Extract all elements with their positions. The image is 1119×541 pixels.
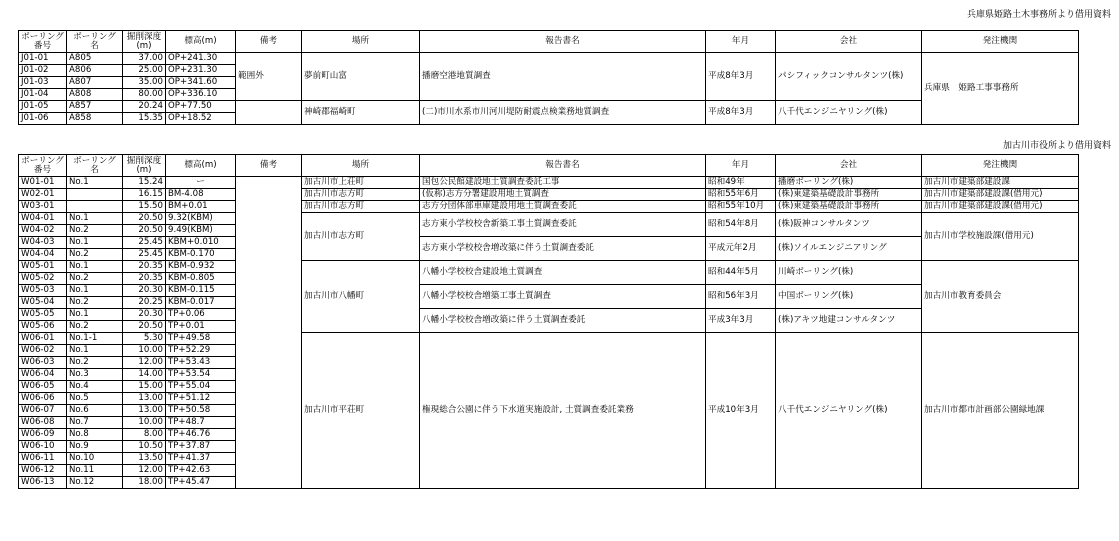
boring-no: W06-02 xyxy=(19,345,67,357)
col-boring-name: ボーリング名 xyxy=(67,31,123,53)
company: (株)アキツ地建コンサルタンツ xyxy=(776,309,922,333)
boring-no: W05-06 xyxy=(19,321,67,333)
depth: 20.35 xyxy=(123,273,166,285)
boring-name: No.9 xyxy=(67,441,123,453)
depth: 15.00 xyxy=(123,381,166,393)
report-title: 八幡小学校校舎増築工事土質調査 xyxy=(420,285,706,309)
boring-name: No.6 xyxy=(67,405,123,417)
boring-name: A857 xyxy=(67,101,123,113)
elevation: ー xyxy=(166,177,236,189)
boring-no: W06-06 xyxy=(19,393,67,405)
table-row xyxy=(19,53,1079,65)
location: 夢前町山富 xyxy=(302,53,420,101)
boring-no: W03-01 xyxy=(19,201,67,213)
source-note-top: 兵庫県姫路土木事務所より借用資料 xyxy=(966,10,1111,20)
agency: 兵庫県 姫路工事事務所 xyxy=(922,53,1079,125)
agency: 加古川市都市計画部公園緑地課 xyxy=(922,333,1079,489)
elevation: TP+50.58 xyxy=(166,405,236,417)
depth: 80.00 xyxy=(123,89,166,101)
elevation: OP+241.30 xyxy=(166,53,236,65)
report-title: 志方分団体部車庫建設用地土質調査委託 xyxy=(420,201,706,213)
report-title: 志方東小学校校舎増改築に伴う土質調査委託 xyxy=(420,237,706,261)
remarks xyxy=(236,177,302,489)
depth: 25.45 xyxy=(123,249,166,261)
col-boring-no: ボーリング番号 xyxy=(19,155,67,177)
col-location: 場所 xyxy=(302,31,420,53)
boring-name: No.1 xyxy=(67,237,123,249)
depth: 25.45 xyxy=(123,237,166,249)
boring-no: W05-05 xyxy=(19,309,67,321)
depth: 12.00 xyxy=(123,465,166,477)
col-depth: 掘削深度(m) xyxy=(123,31,166,53)
boring-no: J01-01 xyxy=(19,53,67,65)
col-boring-name: ボーリング名 xyxy=(67,155,123,177)
col-date: 年月 xyxy=(706,155,776,177)
boring-name: No.1 xyxy=(67,213,123,225)
company: 中国ボーリング(株) xyxy=(776,285,922,309)
company: (株)阪神コンサルタンツ xyxy=(776,213,922,237)
boring-no: W06-09 xyxy=(19,429,67,441)
depth: 12.00 xyxy=(123,357,166,369)
depth: 35.00 xyxy=(123,77,166,89)
agency: 加古川市教育委員会 xyxy=(922,261,1079,333)
boring-no: W06-10 xyxy=(19,441,67,453)
location: 加古川市志方町 xyxy=(302,201,420,213)
depth: 13.50 xyxy=(123,453,166,465)
col-location: 場所 xyxy=(302,155,420,177)
agency: 加古川市建築部建設課(借用元) xyxy=(922,189,1079,201)
boring-name: No.12 xyxy=(67,477,123,489)
report-title: 志方東小学校校舎新築工事土質調査委託 xyxy=(420,213,706,237)
boring-no: W04-01 xyxy=(19,213,67,225)
location: 加古川市志方町 xyxy=(302,213,420,261)
depth: 20.30 xyxy=(123,285,166,297)
company: (株)ソイルエンジニアリング xyxy=(776,237,922,261)
boring-no: W05-01 xyxy=(19,261,67,273)
depth: 10.00 xyxy=(123,345,166,357)
report-date: 昭和55年10月 xyxy=(706,201,776,213)
table-row xyxy=(19,189,1079,201)
report-date: 昭和49年 xyxy=(706,177,776,189)
boring-no: W01-01 xyxy=(19,177,67,189)
location: 加古川市平荘町 xyxy=(302,333,420,489)
elevation: TP+45.47 xyxy=(166,477,236,489)
elevation: OP+336.10 xyxy=(166,89,236,101)
depth: 15.35 xyxy=(123,113,166,125)
agency: 加古川市学校施設課(借用元) xyxy=(922,213,1079,261)
elevation: KBM+0.010 xyxy=(166,237,236,249)
boring-no: W06-13 xyxy=(19,477,67,489)
report-title: 権現総合公園に伴う下水道実施設計, 土質調査委託業務 xyxy=(420,333,706,489)
elevation: OP+231.30 xyxy=(166,65,236,77)
boring-table-kakogawa xyxy=(18,154,1079,489)
agency: 加古川市建築部建設課 xyxy=(922,177,1079,189)
remarks: 範囲外 xyxy=(236,53,302,101)
report-date: 平成8年3月 xyxy=(706,101,776,125)
boring-no: W06-03 xyxy=(19,357,67,369)
col-report: 報告書名 xyxy=(420,155,706,177)
col-agency: 発注機関 xyxy=(922,155,1079,177)
boring-table-himeji xyxy=(18,30,1079,125)
table-row xyxy=(19,309,1079,321)
boring-name: No.2 xyxy=(67,357,123,369)
elevation: BM+0.01 xyxy=(166,201,236,213)
boring-no: W06-11 xyxy=(19,453,67,465)
company: (株)東建築基礎設計事務所 xyxy=(776,189,922,201)
depth: 8.00 xyxy=(123,429,166,441)
boring-name: No.2 xyxy=(67,225,123,237)
col-company: 会社 xyxy=(776,155,922,177)
depth: 20.50 xyxy=(123,225,166,237)
boring-name: A808 xyxy=(67,89,123,101)
boring-no: W06-04 xyxy=(19,369,67,381)
boring-no: W04-03 xyxy=(19,237,67,249)
boring-name xyxy=(67,201,123,213)
elevation: KBM-0.115 xyxy=(166,285,236,297)
boring-name: No.2 xyxy=(67,321,123,333)
boring-name: No.1-1 xyxy=(67,333,123,345)
table-row xyxy=(19,333,1079,345)
report-date: 昭和54年8月 xyxy=(706,213,776,237)
report-date: 平成8年3月 xyxy=(706,53,776,101)
report-date: 平成3年3月 xyxy=(706,309,776,333)
col-elevation: 標高(m) xyxy=(166,155,236,177)
elevation: 9.49(KBM) xyxy=(166,225,236,237)
boring-name: A806 xyxy=(67,65,123,77)
boring-name: No.1 xyxy=(67,309,123,321)
report-title: (二)市川水系市川河川堤防耐震点検業務地質調査 xyxy=(420,101,706,125)
depth: 20.25 xyxy=(123,297,166,309)
company: パシフィックコンサルタンツ(株) xyxy=(776,53,922,101)
boring-name: A858 xyxy=(67,113,123,125)
boring-no: W02-01 xyxy=(19,189,67,201)
table-row xyxy=(19,177,1079,189)
col-remarks: 備考 xyxy=(236,155,302,177)
col-boring-no: ボーリング番号 xyxy=(19,31,67,53)
elevation: TP+46.76 xyxy=(166,429,236,441)
depth: 13.00 xyxy=(123,405,166,417)
boring-name: A807 xyxy=(67,77,123,89)
boring-no: J01-06 xyxy=(19,113,67,125)
elevation: KBM-0.170 xyxy=(166,249,236,261)
col-elevation: 標高(m) xyxy=(166,31,236,53)
depth: 20.50 xyxy=(123,213,166,225)
table-header-row xyxy=(19,31,1079,53)
report-title: 八幡小学校校舎建設地土質調査 xyxy=(420,261,706,285)
elevation: TP+48.7 xyxy=(166,417,236,429)
depth: 18.00 xyxy=(123,477,166,489)
elevation: KBM-0.805 xyxy=(166,273,236,285)
location: 加古川市志方町 xyxy=(302,189,420,201)
depth: 14.00 xyxy=(123,369,166,381)
report-date: 昭和55年6月 xyxy=(706,189,776,201)
elevation: TP+49.58 xyxy=(166,333,236,345)
boring-name: No.7 xyxy=(67,417,123,429)
location: 加古川市八幡町 xyxy=(302,261,420,333)
col-agency: 発注機関 xyxy=(922,31,1079,53)
report-date: 昭和44年5月 xyxy=(706,261,776,285)
table-row xyxy=(19,201,1079,213)
depth: 20.30 xyxy=(123,309,166,321)
table-row xyxy=(19,213,1079,225)
depth: 37.00 xyxy=(123,53,166,65)
col-remarks: 備考 xyxy=(236,31,302,53)
report-title: 国包公民館建設地土質調査委託工事 xyxy=(420,177,706,189)
company: 八千代エンジニヤリング(株) xyxy=(776,333,922,489)
col-company: 会社 xyxy=(776,31,922,53)
elevation: OP+18.52 xyxy=(166,113,236,125)
boring-name: A805 xyxy=(67,53,123,65)
boring-name: No.4 xyxy=(67,381,123,393)
elevation: TP+53.54 xyxy=(166,369,236,381)
depth: 15.24 xyxy=(123,177,166,189)
col-report: 報告書名 xyxy=(420,31,706,53)
table-row xyxy=(19,285,1079,297)
depth: 15.50 xyxy=(123,201,166,213)
boring-name: No.1 xyxy=(67,285,123,297)
boring-name: No.2 xyxy=(67,249,123,261)
boring-no: J01-04 xyxy=(19,89,67,101)
table-row xyxy=(19,237,1079,249)
elevation: BM-4.08 xyxy=(166,189,236,201)
company: 川崎ボーリング(株) xyxy=(776,261,922,285)
report-date: 昭和56年3月 xyxy=(706,285,776,309)
remarks xyxy=(236,101,302,125)
report-title: (仮称)志方分署建設用地土質調査 xyxy=(420,189,706,201)
elevation: 9.32(KBM) xyxy=(166,213,236,225)
boring-no: W05-02 xyxy=(19,273,67,285)
elevation: KBM-0.017 xyxy=(166,297,236,309)
boring-no: J01-03 xyxy=(19,77,67,89)
boring-name: No.5 xyxy=(67,393,123,405)
elevation: OP+77.50 xyxy=(166,101,236,113)
table-row xyxy=(19,261,1079,273)
boring-no: J01-05 xyxy=(19,101,67,113)
boring-no: W05-03 xyxy=(19,285,67,297)
depth: 20.50 xyxy=(123,321,166,333)
depth: 25.00 xyxy=(123,65,166,77)
depth: 16.15 xyxy=(123,189,166,201)
boring-no: W06-12 xyxy=(19,465,67,477)
depth: 10.50 xyxy=(123,441,166,453)
elevation: TP+37.87 xyxy=(166,441,236,453)
boring-no: W06-07 xyxy=(19,405,67,417)
location: 加古川市上荘町 xyxy=(302,177,420,189)
boring-no: W04-02 xyxy=(19,225,67,237)
boring-no: W06-01 xyxy=(19,333,67,345)
boring-name: No.8 xyxy=(67,429,123,441)
agency: 加古川市建築部建設課(借用元) xyxy=(922,201,1079,213)
depth: 20.24 xyxy=(123,101,166,113)
company: 播磨ボーリング(株) xyxy=(776,177,922,189)
elevation: KBM-0.932 xyxy=(166,261,236,273)
table-header-row xyxy=(19,155,1079,177)
boring-no: W04-04 xyxy=(19,249,67,261)
boring-name: No.2 xyxy=(67,297,123,309)
elevation: TP+55.04 xyxy=(166,381,236,393)
boring-no: W06-08 xyxy=(19,417,67,429)
boring-name: No.2 xyxy=(67,273,123,285)
boring-name: No.11 xyxy=(67,465,123,477)
elevation: TP+0.06 xyxy=(166,309,236,321)
elevation: TP+52.29 xyxy=(166,345,236,357)
report-date: 平成10年3月 xyxy=(706,333,776,489)
elevation: TP+51.12 xyxy=(166,393,236,405)
source-note-bottom: 加古川市役所より借用資料 xyxy=(1002,141,1111,151)
report-title: 八幡小学校校舎増改築に伴う土質調査委託 xyxy=(420,309,706,333)
elevation: TP+42.63 xyxy=(166,465,236,477)
location: 神崎郡福崎町 xyxy=(302,101,420,125)
boring-name: No.1 xyxy=(67,345,123,357)
elevation: TP+53.43 xyxy=(166,357,236,369)
depth: 5.30 xyxy=(123,333,166,345)
boring-no: W06-05 xyxy=(19,381,67,393)
company: (株)東建築基礎設計事務所 xyxy=(776,201,922,213)
boring-name: No.3 xyxy=(67,369,123,381)
boring-name: No.1 xyxy=(67,177,123,189)
table-row xyxy=(19,101,1079,113)
report-title: 播磨空港地質調査 xyxy=(420,53,706,101)
report-date: 平成元年2月 xyxy=(706,237,776,261)
col-depth: 掘削深度(m) xyxy=(123,155,166,177)
boring-no: W05-04 xyxy=(19,297,67,309)
elevation: OP+341.60 xyxy=(166,77,236,89)
depth: 13.00 xyxy=(123,393,166,405)
boring-name: No.1 xyxy=(67,261,123,273)
boring-no: J01-02 xyxy=(19,65,67,77)
col-date: 年月 xyxy=(706,31,776,53)
boring-name: No.10 xyxy=(67,453,123,465)
depth: 20.35 xyxy=(123,261,166,273)
company: 八千代エンジニヤリング(株) xyxy=(776,101,922,125)
elevation: TP+0.01 xyxy=(166,321,236,333)
depth: 10.00 xyxy=(123,417,166,429)
boring-name xyxy=(67,189,123,201)
elevation: TP+41.37 xyxy=(166,453,236,465)
